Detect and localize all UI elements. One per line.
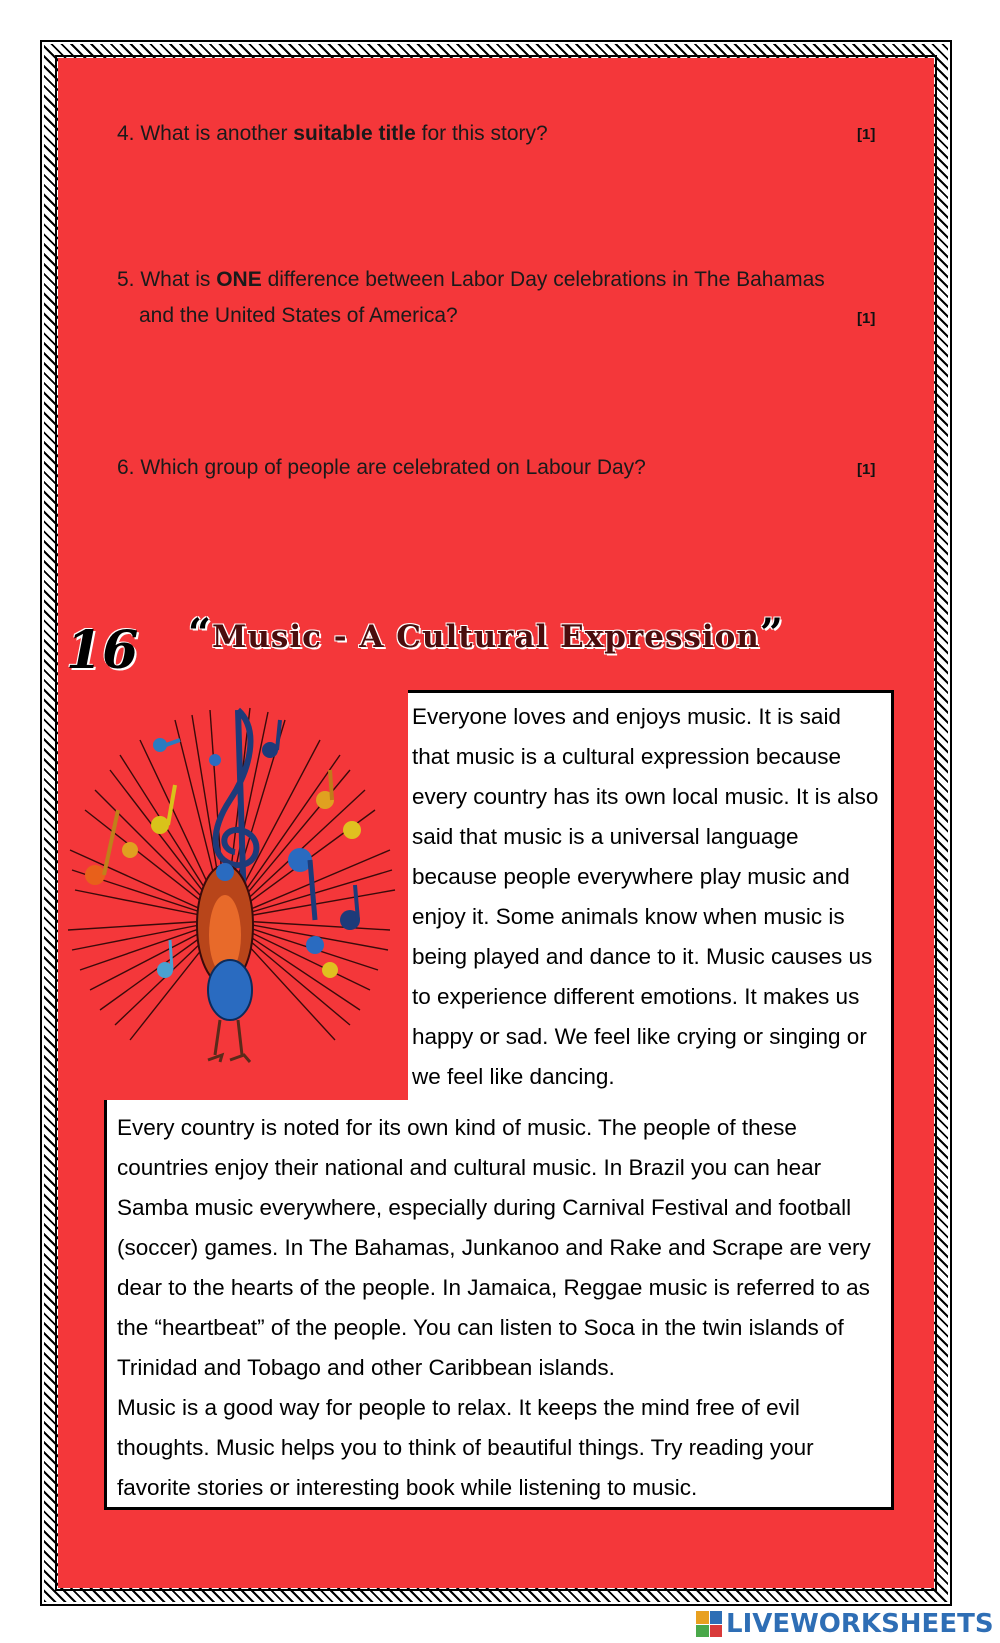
- music-peacock-illustration: [60, 690, 405, 1090]
- section-number: 16: [66, 620, 139, 681]
- open-quote: “: [188, 610, 213, 657]
- passage-paragraph-1: [408, 690, 894, 1108]
- question-text-continued: and the United States of America?: [139, 304, 458, 327]
- question-number: 6.: [117, 456, 135, 479]
- passage-text: Everyone loves and enjoys music. It is said that music is a cultural expression because every country has its own local music. It is also said that music is a universal language because people everywhere play music and enjoy it. Some animals know when music is being played and dance to it. Music causes us to experience different emotions. It makes us happy or sad. We feel like crying or singing or we feel like dancing.: [412, 704, 879, 1089]
- marks-label: [1]: [857, 461, 876, 478]
- question-text: What is: [140, 268, 217, 291]
- marks-label: [1]: [857, 310, 876, 327]
- question-text: for this story?: [415, 122, 548, 145]
- question-number: 5.: [117, 268, 135, 291]
- question-6: [117, 450, 837, 486]
- question-5: [117, 262, 837, 334]
- question-emphasis: suitable title: [293, 122, 416, 145]
- brand-name: LIVEWORKSHEETS: [726, 1609, 994, 1639]
- passage-text: Every country is noted for its own kind of music. The people of these countries enjoy their national and cultural music. In Brazil you can hear Samba music everywhere, especially during Carnival Festival and football (soccer) games. In The Bahamas, Junkanoo and Rake and Scrape are very dear to the hearts of the people. In Jamaica, Reggae music is referred to as the “heartbeat” of the people. You can listen to Soca in the twin islands of Trinidad and Tobago and other Caribbean islands.: [117, 1115, 871, 1380]
- section-title: [188, 610, 878, 657]
- passage-paragraph-2: [104, 1100, 894, 1510]
- close-quote: ”: [759, 610, 784, 657]
- question-4: [117, 116, 837, 152]
- question-text: Which group of people are celebrated on Labour Day?: [140, 456, 646, 479]
- liveworksheets-logo: [696, 1607, 994, 1641]
- liveworksheets-icon: [696, 1611, 722, 1637]
- passage-text: Music is a good way for people to relax. It keeps the mind free of evil thoughts. Music helps you to think of beautiful things. Try reading your favorite stories or interesting book while listening to music.: [117, 1395, 814, 1500]
- question-number: 4.: [117, 122, 135, 145]
- title-text: Music - A Cultural Expression: [212, 619, 760, 655]
- marks-label: [1]: [857, 126, 876, 143]
- question-text: What is another: [140, 122, 294, 145]
- question-text: difference between Labor Day celebrations in The Bahamas: [261, 268, 825, 291]
- question-emphasis: ONE: [216, 268, 262, 291]
